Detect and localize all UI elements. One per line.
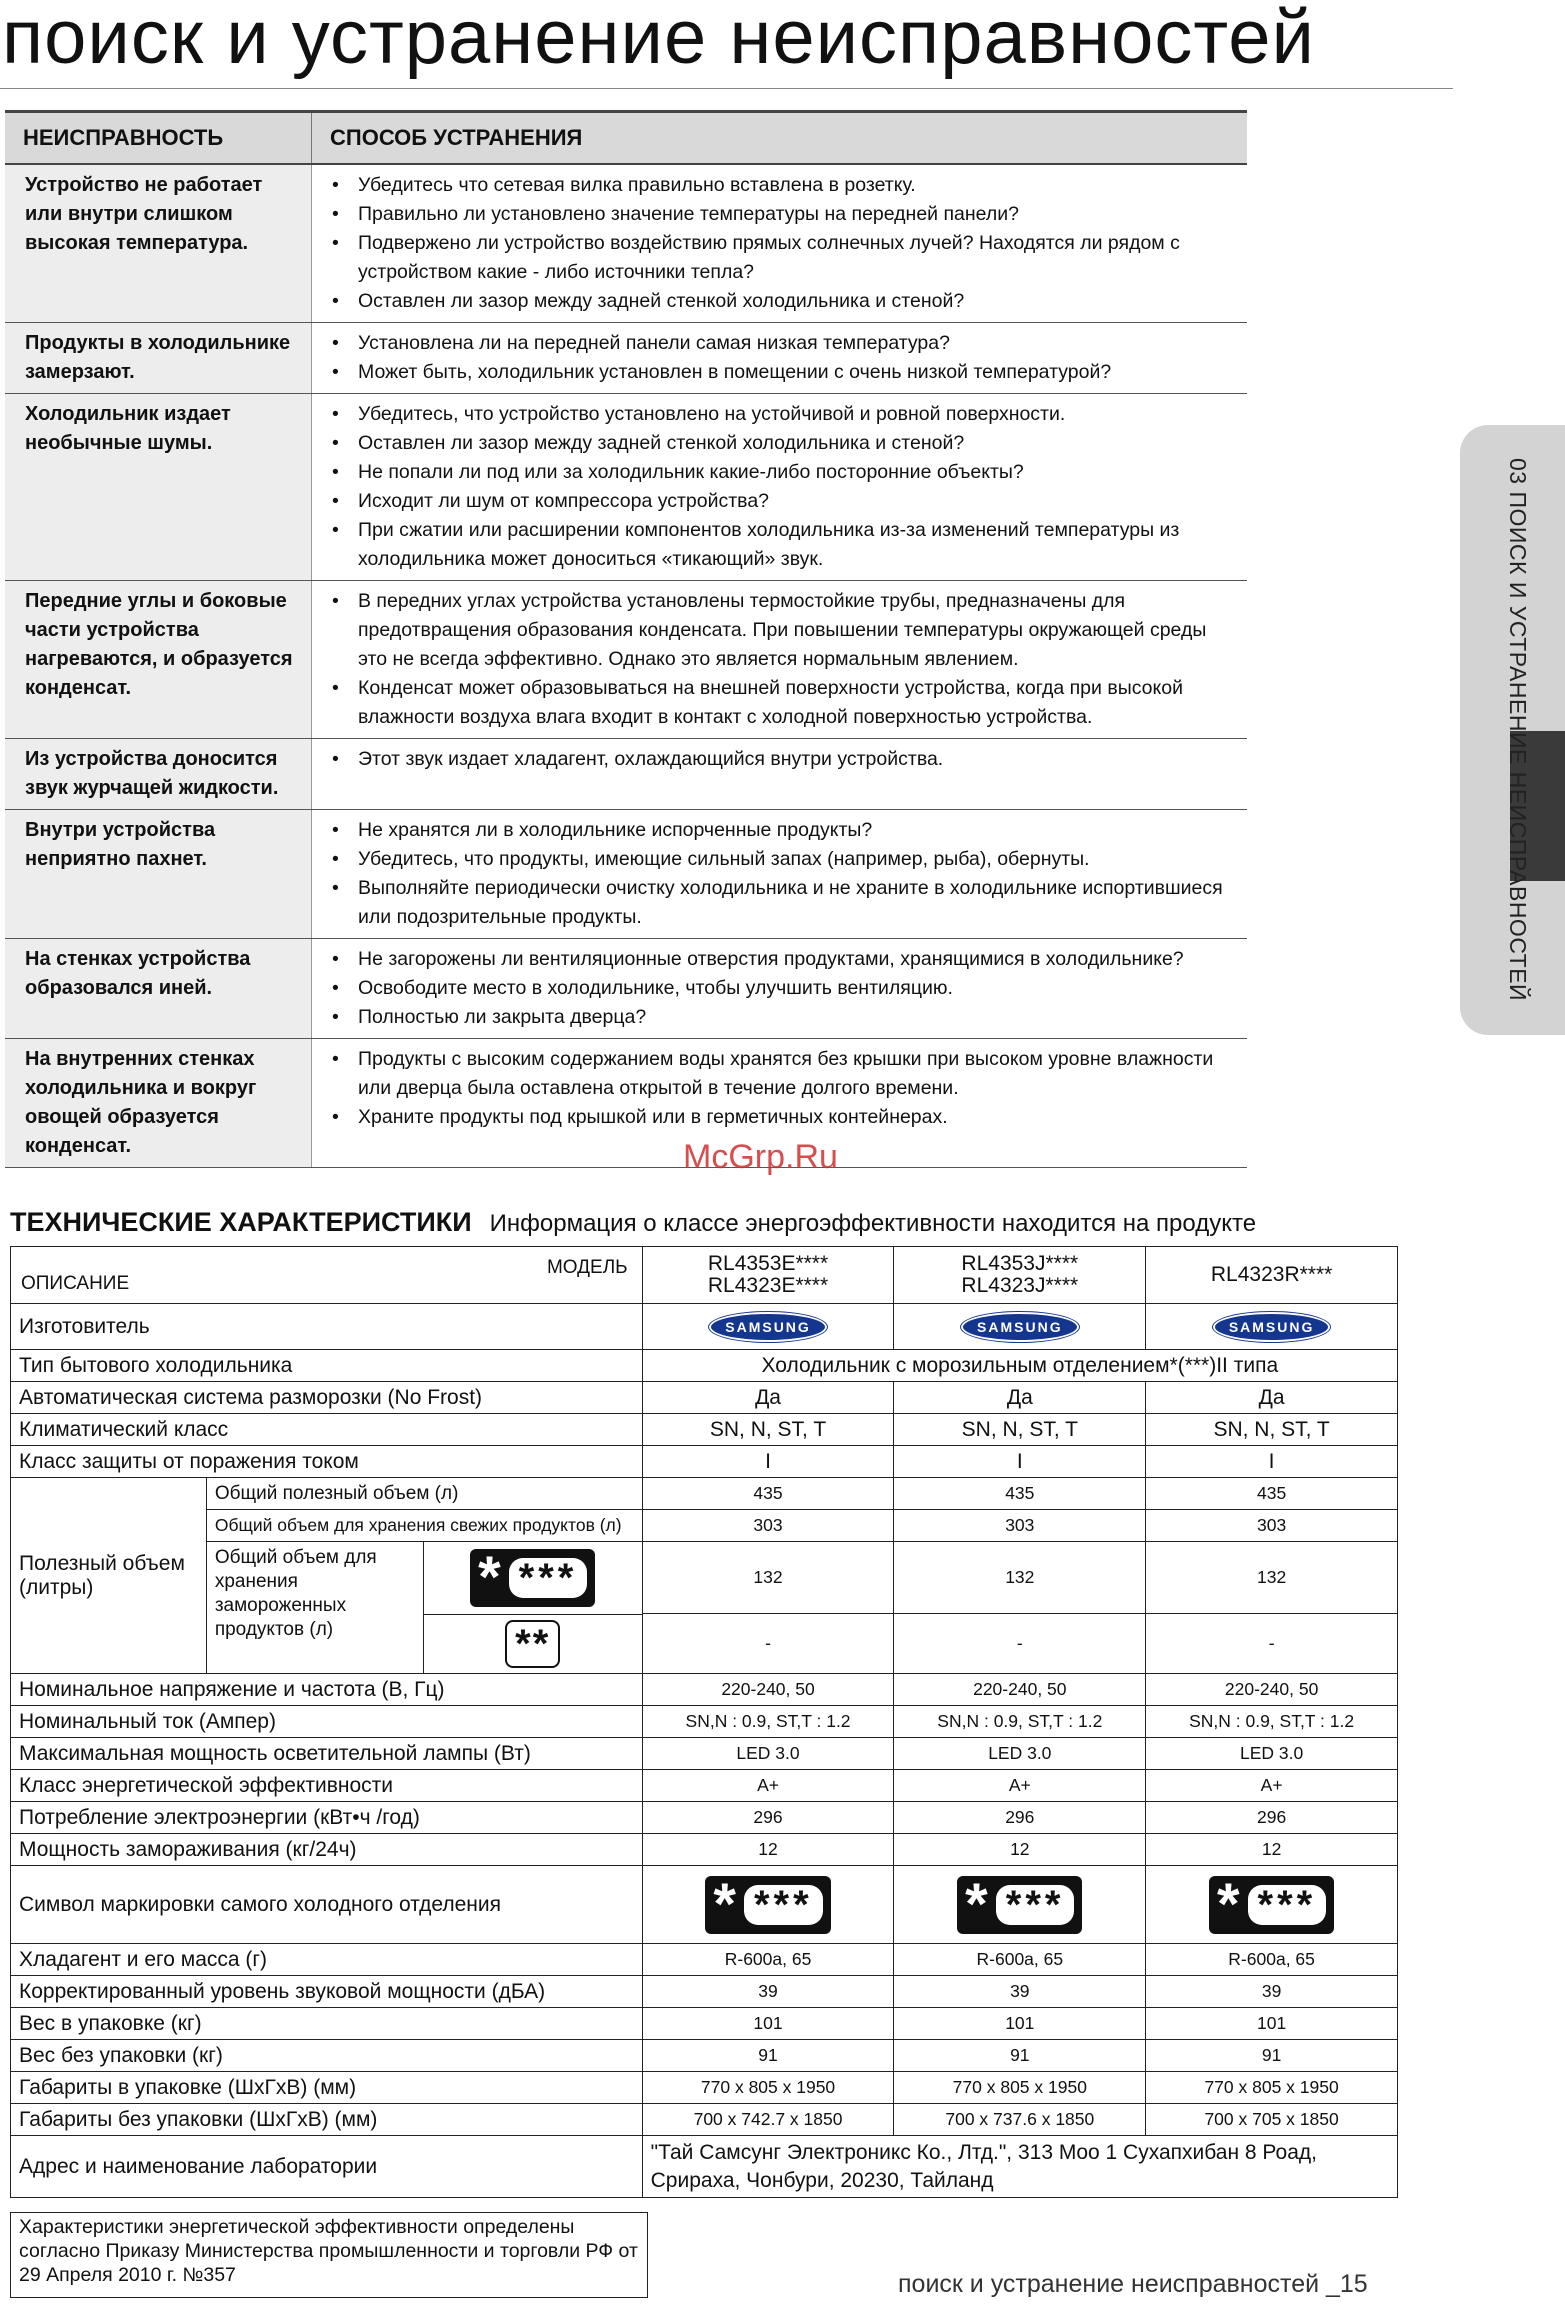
spec-value: 101 xyxy=(894,2008,1146,2040)
spec-value: 12 xyxy=(894,1834,1146,1866)
spec-value: I xyxy=(642,1446,894,1478)
trouble-row xyxy=(5,810,1247,939)
problem-cell: На внутренних стенках холодильника и вокруг овощей образуется конденсат. xyxy=(5,1039,312,1168)
spec-row xyxy=(11,1382,1398,1414)
spec-label: Габариты без упаковки (ШxГxВ) (мм) xyxy=(11,2104,643,2136)
model-name: RL4353J**** RL4323J**** xyxy=(894,1247,1146,1304)
spec-value: 700 x 742.7 x 1850 xyxy=(642,2104,894,2136)
spec-value: 91 xyxy=(894,2040,1146,2072)
solution-item: • При сжатии или расширении компонентов холодильника из-за изменений температуры из холодильника может доноситься «тикающий» звук. xyxy=(332,516,1239,574)
frozen-value: 132 xyxy=(894,1542,1146,1614)
freezer-star-icon: * *** xyxy=(957,1876,1082,1934)
spec-label: Корректированный уровень звуковой мощности (дБА) xyxy=(11,1976,643,2008)
coldest-symbol xyxy=(1146,1866,1398,1944)
spec-label: Мощность замораживания (кг/24ч) xyxy=(11,1834,643,1866)
solution-item: • Не попали ли под или за холодильник какие-либо посторонние объекты? xyxy=(332,458,1239,487)
samsung-logo: SAMSUNG xyxy=(961,1312,1079,1342)
spec-value: SN, N, ST, T xyxy=(642,1414,894,1446)
specs-title: ТЕХНИЧЕСКИЕ ХАРАКТЕРИСТИКИ xyxy=(10,1207,472,1237)
spec-value: 101 xyxy=(642,2008,894,2040)
problem-cell: Продукты в холодильнике замерзают. xyxy=(5,323,312,394)
trouble-row xyxy=(5,1039,1247,1168)
spec-value: 770 x 805 x 1950 xyxy=(894,2072,1146,2104)
spec-label: Класс энергетической эффективности xyxy=(11,1770,643,1802)
spec-label: Габариты в упаковке (ШxГxВ) (мм) xyxy=(11,2072,643,2104)
spec-label: Максимальная мощность осветительной лампы (Вт) xyxy=(11,1738,643,1770)
spec-row xyxy=(11,1446,1398,1478)
manufacturer-label: Изготовитель xyxy=(11,1304,643,1350)
watermark: McGrp.Ru xyxy=(683,1138,838,1176)
volume-value: 303 xyxy=(642,1510,894,1542)
solution-item: • В передних углах устройства установлены термостойкие трубы, предназначены для предотвращения образования конденсата. При повышении температуры окружающей среды это не всегда эффективно. Однако это является нормальным явлением. xyxy=(332,587,1239,674)
coldest-row xyxy=(11,1866,1398,1944)
troubleshooting-table xyxy=(5,110,1247,1168)
trouble-row xyxy=(5,739,1247,810)
coldest-label: Символ маркировки самого холодного отделения xyxy=(11,1866,643,1944)
solution-cell xyxy=(312,581,1248,739)
samsung-logo: SAMSUNG xyxy=(709,1312,827,1342)
volume-value: 303 xyxy=(894,1510,1146,1542)
spec-value: A+ xyxy=(642,1770,894,1802)
specs-table xyxy=(10,1246,1398,2198)
volume-value: 435 xyxy=(642,1478,894,1510)
solution-cell xyxy=(312,810,1248,939)
specs-subtitle: Информация о классе энергоэффективности находится на продукте xyxy=(489,1210,1257,1237)
manufacturer-logo xyxy=(1146,1304,1398,1350)
solution-item: • Убедитесь, что устройство установлено на устойчивой и ровной поверхности. xyxy=(332,400,1239,429)
solution-item: • Освободите место в холодильнике, чтобы улучшить вентиляцию. xyxy=(332,974,1239,1003)
trouble-row xyxy=(5,323,1247,394)
solution-item: • Продукты с высоким содержанием воды хранятся без крышки при высоком уровне влажности или дверца была оставлена открытой в течение долгого времени. xyxy=(332,1045,1239,1103)
spec-value: 220-240, 50 xyxy=(894,1674,1146,1706)
solution-item: • Не загорожены ли вентиляционные отверстия продуктами, хранящимися в холодильнике? xyxy=(332,945,1239,974)
volume-value: 435 xyxy=(1146,1478,1398,1510)
spec-value: SN,N : 0.9, ST,T : 1.2 xyxy=(1146,1706,1398,1738)
spec-row xyxy=(11,1976,1398,2008)
side-tab-label: 03 ПОИСК И УСТРАНЕНИЕ НЕИСПРАВНОСТЕЙ xyxy=(1505,458,1531,1002)
frozen-cell xyxy=(206,1542,642,1674)
solution-item: • Правильно ли установлено значение температуры на передней панели? xyxy=(332,200,1239,229)
freezer-3star-icon: * *** xyxy=(470,1549,595,1607)
solution-item: • Выполняйте периодически очистку холодильника и не храните в холодильнике испортившиеся или подозрительные продукты. xyxy=(332,874,1239,932)
coldest-symbol xyxy=(894,1866,1146,1944)
frozen-value: - xyxy=(642,1614,894,1674)
trouble-row xyxy=(5,939,1247,1039)
frozen-value: 132 xyxy=(642,1542,894,1614)
solution-item: • Не хранятся ли в холодильнике испорченные продукты? xyxy=(332,816,1239,845)
spec-row xyxy=(11,1414,1398,1446)
spec-value: R-600a, 65 xyxy=(1146,1944,1398,1976)
spec-row xyxy=(11,2104,1398,2136)
model-name: RL4353E**** RL4323E**** xyxy=(642,1247,894,1304)
trouble-row xyxy=(5,394,1247,581)
volume-label: Общий объем для хранения свежих продуктов (л) xyxy=(206,1510,642,1542)
spec-row xyxy=(11,1706,1398,1738)
spec-value: 91 xyxy=(1146,2040,1398,2072)
volume-row xyxy=(11,1510,1398,1542)
problem-cell: Устройство не работает или внутри слишком высокая температура. xyxy=(5,164,312,323)
problem-cell: На стенках устройства образовался иней. xyxy=(5,939,312,1039)
spec-row xyxy=(11,1770,1398,1802)
spec-value: I xyxy=(894,1446,1146,1478)
solution-item: • Оставлен ли зазор между задней стенкой холодильника и стеной? xyxy=(332,287,1239,316)
solution-item: • Установлена ли на передней панели самая низкая температура? xyxy=(332,329,1239,358)
spec-value: 220-240, 50 xyxy=(642,1674,894,1706)
model-name: RL4323R**** xyxy=(1146,1247,1398,1304)
solution-cell xyxy=(312,394,1248,581)
specs-heading xyxy=(10,1207,1256,1238)
spec-value: 296 xyxy=(1146,1802,1398,1834)
solution-cell xyxy=(312,164,1248,323)
problem-cell: Из устройства доносится звук журчащей жидкости. xyxy=(5,739,312,810)
spec-label: Хладагент и его масса (г) xyxy=(11,1944,643,1976)
volume-value: 303 xyxy=(1146,1510,1398,1542)
spec-label: Класс защиты от поражения током xyxy=(11,1446,643,1478)
volume-label: Общий полезный объем (л) xyxy=(206,1478,642,1510)
lab-row xyxy=(11,2136,1398,2198)
problem-cell: Внутри устройства неприятно пахнет. xyxy=(5,810,312,939)
problem-cell: Передние углы и боковые части устройства нагреваются, и образуется конденсат. xyxy=(5,581,312,739)
solution-item: • Полностью ли закрыта дверца? xyxy=(332,1003,1239,1032)
spec-row xyxy=(11,2008,1398,2040)
spec-row xyxy=(11,1802,1398,1834)
spec-value: 39 xyxy=(1146,1976,1398,2008)
spec-value: 101 xyxy=(1146,2008,1398,2040)
header-cell xyxy=(11,1247,643,1304)
spec-value: SN, N, ST, T xyxy=(894,1414,1146,1446)
solution-cell xyxy=(312,323,1248,394)
spec-value: LED 3.0 xyxy=(1146,1738,1398,1770)
spec-value: Да xyxy=(894,1382,1146,1414)
lab-value: "Тай Самсунг Электроникс Ко., Лтд.", 313 Moo 1 Сухапхибан 8 Роад, Срираха, Чонбури, 20230, Тайланд xyxy=(642,2136,1397,2198)
type-value: Холодильник с морозильным отделением*(***)II типа xyxy=(642,1350,1397,1382)
title-divider xyxy=(0,88,1453,89)
problem-cell: Холодильник издает необычные шумы. xyxy=(5,394,312,581)
spec-label: Потребление электроэнергии (кВт•ч /год) xyxy=(11,1802,643,1834)
spec-value: R-600a, 65 xyxy=(642,1944,894,1976)
spec-value: SN,N : 0.9, ST,T : 1.2 xyxy=(642,1706,894,1738)
spec-value: 700 x 705 x 1850 xyxy=(1146,2104,1398,2136)
freezer-2star-icon: ** xyxy=(505,1620,560,1668)
freezer-star-icon: * *** xyxy=(1209,1876,1334,1934)
samsung-logo: SAMSUNG xyxy=(1213,1312,1331,1342)
spec-row xyxy=(11,2072,1398,2104)
spec-value: 220-240, 50 xyxy=(1146,1674,1398,1706)
trouble-row xyxy=(5,581,1247,739)
solution-item: • Убедитесь что сетевая вилка правильно вставлена в розетку. xyxy=(332,171,1239,200)
spec-value: LED 3.0 xyxy=(642,1738,894,1770)
energy-note: Характеристики энергетической эффективности определены согласно Приказу Министерства промышленности и торговли РФ от 29 Апреля 2010 г. №357 xyxy=(10,2212,648,2298)
spec-label: Вес без упаковки (кг) xyxy=(11,2040,643,2072)
description-header: ОПИСАНИЕ xyxy=(21,1273,130,1294)
lab-label: Адрес и наименование лаборатории xyxy=(11,2136,643,2198)
volume-row xyxy=(11,1478,1398,1510)
spec-value: 700 x 737.6 x 1850 xyxy=(894,2104,1146,2136)
spec-value: A+ xyxy=(894,1770,1146,1802)
spec-value: 12 xyxy=(642,1834,894,1866)
spec-label: Автоматическая система разморозки (No Frost) xyxy=(11,1382,643,1414)
solution-item: • Может быть, холодильник установлен в помещении с очень низкой температурой? xyxy=(332,358,1239,387)
spec-value: 770 x 805 x 1950 xyxy=(1146,2072,1398,2104)
spec-value: 12 xyxy=(1146,1834,1398,1866)
frozen-row xyxy=(11,1542,1398,1614)
model-header: МОДЕЛЬ xyxy=(546,1257,628,1278)
spec-value: 91 xyxy=(642,2040,894,2072)
frozen-label: Общий объем для хранения замороженных продуктов (л) xyxy=(207,1542,424,1673)
page-title: поиск и устранение неисправностей xyxy=(2,0,1316,80)
solution-item: • Убедитесь, что продукты, имеющие сильный запах (например, рыба), обернуты. xyxy=(332,845,1239,874)
spec-value: SN, N, ST, T xyxy=(1146,1414,1398,1446)
spec-row xyxy=(11,2040,1398,2072)
spec-value: Да xyxy=(1146,1382,1398,1414)
solution-item: • Оставлен ли зазор между задней стенкой холодильника и стеной? xyxy=(332,429,1239,458)
spec-label: Номинальное напряжение и частота (В, Гц) xyxy=(11,1674,643,1706)
col-solution-header: СПОСОБ УСТРАНЕНИЯ xyxy=(312,112,1248,165)
page-footer: поиск и устранение неисправностей _15 xyxy=(898,2270,1368,2298)
spec-value: 39 xyxy=(642,1976,894,2008)
spec-row xyxy=(11,1738,1398,1770)
spec-value: LED 3.0 xyxy=(894,1738,1146,1770)
spec-value: 296 xyxy=(894,1802,1146,1834)
volume-value: 435 xyxy=(894,1478,1146,1510)
solution-item: • Храните продукты под крышкой или в герметичных контейнерах. xyxy=(332,1103,1239,1132)
solution-cell xyxy=(312,739,1248,810)
spec-label: Климатический класс xyxy=(11,1414,643,1446)
solution-item: • Подвержено ли устройство воздействию прямых солнечных лучей? Находятся ли рядом с устройством какие - либо источники тепла? xyxy=(332,229,1239,287)
spec-value: 770 x 805 x 1950 xyxy=(642,2072,894,2104)
spec-value: 39 xyxy=(894,1976,1146,2008)
frozen-value: 132 xyxy=(1146,1542,1398,1614)
type-label: Тип бытового холодильника xyxy=(11,1350,643,1382)
spec-row xyxy=(11,1674,1398,1706)
solution-cell xyxy=(312,939,1248,1039)
volume-group-label: Полезный объем (литры) xyxy=(11,1478,207,1674)
frozen-value: - xyxy=(894,1614,1146,1674)
solution-item: • Конденсат может образовываться на внешней поверхности устройства, когда при высокой влажности воздуха влага входит в контакт с холодной поверхностью устройства. xyxy=(332,674,1239,732)
coldest-symbol xyxy=(642,1866,894,1944)
spec-value: 296 xyxy=(642,1802,894,1834)
spec-value: R-600a, 65 xyxy=(894,1944,1146,1976)
solution-item: • Исходит ли шум от компрессора устройства? xyxy=(332,487,1239,516)
spec-label: Вес в упаковке (кг) xyxy=(11,2008,643,2040)
col-problem-header: НЕИСПРАВНОСТЬ xyxy=(5,112,312,165)
freezer-star-icon: * *** xyxy=(705,1876,830,1934)
spec-row xyxy=(11,1834,1398,1866)
spec-label: Номинальный ток (Ампер) xyxy=(11,1706,643,1738)
spec-value: SN,N : 0.9, ST,T : 1.2 xyxy=(894,1706,1146,1738)
spec-value: A+ xyxy=(1146,1770,1398,1802)
manufacturer-logo xyxy=(642,1304,894,1350)
spec-value: Да xyxy=(642,1382,894,1414)
spec-row xyxy=(11,1944,1398,1976)
trouble-row xyxy=(5,164,1247,323)
solution-item: • Этот звук издает хладагент, охлаждающийся внутри устройства. xyxy=(332,745,1239,774)
spec-value: I xyxy=(1146,1446,1398,1478)
manufacturer-logo xyxy=(894,1304,1146,1350)
frozen-value: - xyxy=(1146,1614,1398,1674)
